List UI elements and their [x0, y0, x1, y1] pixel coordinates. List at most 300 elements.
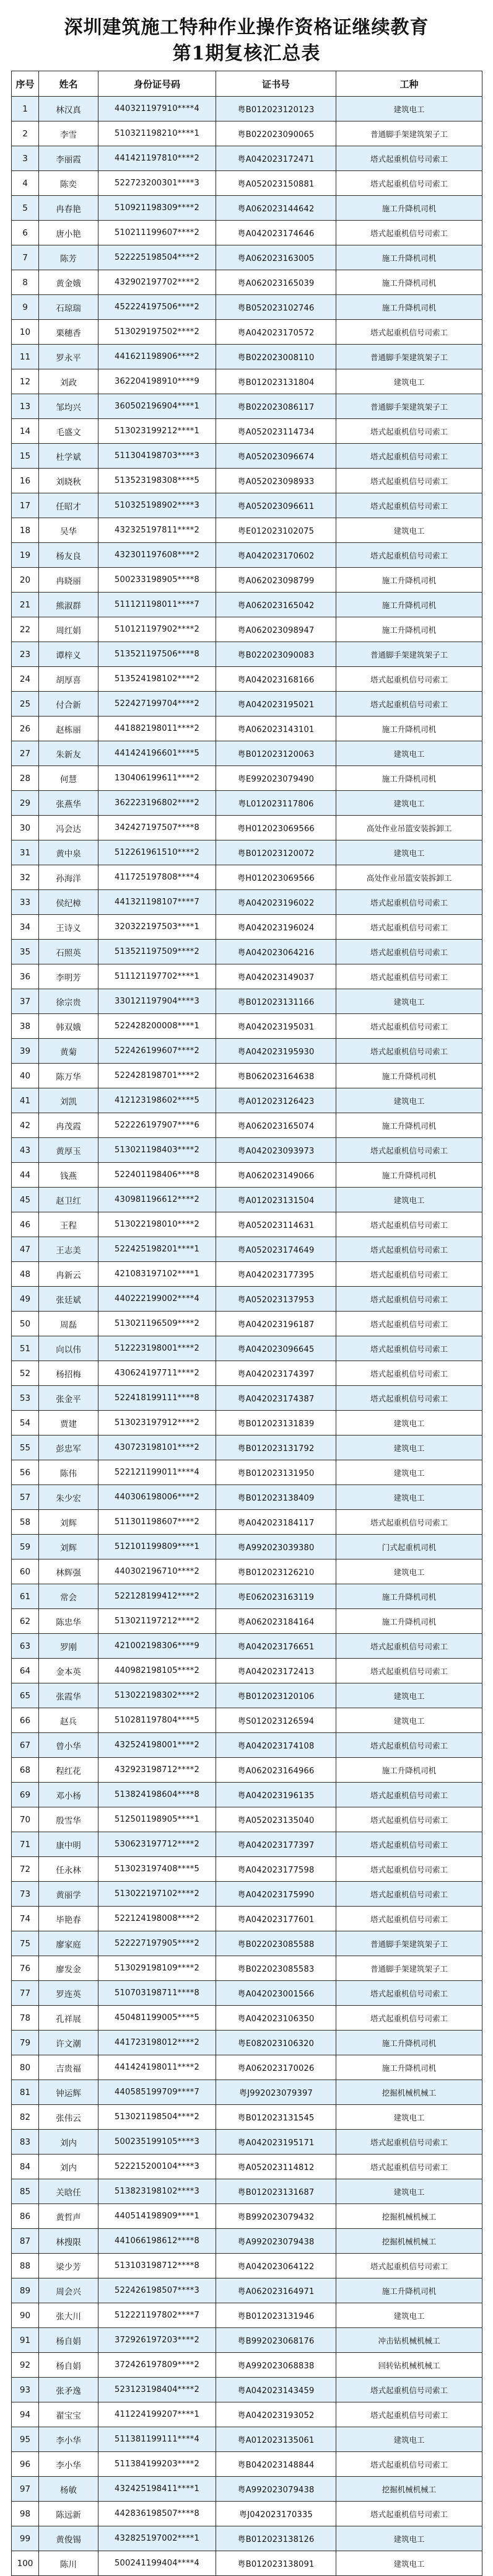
- person-name: 朱少宏: [39, 1485, 98, 1510]
- table-row: [12, 964, 482, 989]
- person-name: 陈芳: [39, 245, 98, 270]
- table-row: [12, 2452, 482, 2477]
- person-name: 杨友良: [39, 543, 98, 568]
- person-name: 关晗任: [39, 2179, 98, 2204]
- id-number: 430723198101****2: [98, 1436, 216, 1460]
- work-type: 建筑电工: [336, 1485, 482, 1510]
- work-type: 塔式起重机信号司索工: [336, 940, 482, 964]
- row-number: 70: [12, 1807, 39, 1832]
- table-row: [12, 2502, 482, 2526]
- table-row: [12, 1436, 482, 1460]
- id-number: 362223196802****2: [98, 791, 216, 816]
- table-row: [12, 2055, 482, 2080]
- person-name: 黄菊: [39, 1039, 98, 1064]
- person-name: 吉贵福: [39, 2055, 98, 2080]
- work-type: 塔式起重机信号司索工: [336, 320, 482, 345]
- certificate-number: 粤A042023196024: [216, 915, 336, 940]
- work-type: 施工升降机司机: [336, 2055, 482, 2080]
- row-number: 18: [12, 518, 39, 543]
- person-name: 刘内: [39, 2130, 98, 2155]
- table-row: [12, 1634, 482, 1659]
- row-number: 59: [12, 1535, 39, 1559]
- table-row: [12, 2031, 482, 2055]
- table-row: [12, 915, 482, 940]
- certificate-number: 粤H012023069566: [216, 816, 336, 840]
- id-number: 512261961510****2: [98, 840, 216, 865]
- person-name: 侯纪樟: [39, 890, 98, 915]
- certificate-number: 粤B012023138091: [216, 2551, 336, 2576]
- person-name: 钟运辉: [39, 2080, 98, 2105]
- row-number: 36: [12, 964, 39, 989]
- work-type: 施工升降机司机: [336, 1064, 482, 1088]
- certificate-number: 粤A062023144642: [216, 196, 336, 221]
- work-type: 塔式起重机信号司索工: [336, 1262, 482, 1287]
- header-name: 姓名: [39, 71, 98, 97]
- table-row: [12, 1559, 482, 1584]
- id-number: 513021198504****2: [98, 2105, 216, 2130]
- id-number: 372426197809****2: [98, 2353, 216, 2378]
- row-number: 78: [12, 2006, 39, 2031]
- work-type: 建筑电工: [336, 2303, 482, 2328]
- certificate-number: 粤B012023120123: [216, 97, 336, 121]
- work-type: 普通脚手架建筑架子工: [336, 1931, 482, 1956]
- certificate-number: 粤A052023098933: [216, 469, 336, 493]
- work-type: 建筑电工: [336, 1088, 482, 1113]
- work-type: 回转钻机械机械工: [336, 2353, 482, 2378]
- work-type: 塔式起重机信号司索工: [336, 915, 482, 940]
- id-number: 530623197712****2: [98, 1832, 216, 1857]
- row-number: 73: [12, 1882, 39, 1907]
- id-number: 440222199002****4: [98, 1287, 216, 1312]
- row-number: 61: [12, 1584, 39, 1609]
- table-row: [12, 1510, 482, 1535]
- work-type: 塔式起重机信号司索工: [336, 221, 482, 245]
- id-number: 511384199203****2: [98, 2452, 216, 2477]
- row-number: 15: [12, 444, 39, 469]
- row-number: 72: [12, 1857, 39, 1882]
- row-number: 87: [12, 2229, 39, 2254]
- work-type: 施工升降机司机: [336, 766, 482, 791]
- certificate-number: 粤A042023193052: [216, 2402, 336, 2427]
- certificate-number: 粤B042023148844: [216, 2452, 336, 2477]
- certificate-number: 粤A052023137953: [216, 1287, 336, 1312]
- certificate-number: 粤A042023177397: [216, 1832, 336, 1857]
- work-type: 塔式起重机信号司索工: [336, 1807, 482, 1832]
- table-row: [12, 2204, 482, 2229]
- row-number: 17: [12, 493, 39, 518]
- table-row: [12, 469, 482, 493]
- certificate-number: 粤A042023174108: [216, 1733, 336, 1758]
- id-number: 430981196612****2: [98, 1188, 216, 1212]
- table-row: [12, 2080, 482, 2105]
- person-name: 刘辉: [39, 1535, 98, 1559]
- work-type: 建筑电工: [336, 2427, 482, 2452]
- row-number: 57: [12, 1485, 39, 1510]
- id-number: 522428198701****2: [98, 1064, 216, 1088]
- row-number: 37: [12, 989, 39, 1014]
- work-type: 门式起重机司机: [336, 1535, 482, 1559]
- row-number: 16: [12, 469, 39, 493]
- id-number: 442836198507****8: [98, 2502, 216, 2526]
- table-row: [12, 121, 482, 146]
- row-number: 100: [12, 2551, 39, 2576]
- person-name: 杨敏: [39, 2477, 98, 2502]
- table-row: [12, 766, 482, 791]
- row-number: 92: [12, 2353, 39, 2378]
- id-number: 510281197804****5: [98, 1708, 216, 1733]
- work-type: 建筑电工: [336, 791, 482, 816]
- table-row: [12, 171, 482, 196]
- table-row: [12, 1907, 482, 1931]
- certificate-number: 粤B012023126210: [216, 1559, 336, 1584]
- certificate-number: 粤A062023170026: [216, 2055, 336, 2080]
- certificate-number: 粤A052023114812: [216, 2155, 336, 2179]
- person-name: 刘政: [39, 369, 98, 394]
- work-type: 高处作业吊篮安装拆卸工: [336, 816, 482, 840]
- work-type: 塔式起重机信号司索工: [336, 1212, 482, 1237]
- certificate-number: 粤B022023090065: [216, 121, 336, 146]
- work-type: 建筑电工: [336, 518, 482, 543]
- work-type: 建筑电工: [336, 1188, 482, 1212]
- id-number: 513823198102****3: [98, 2179, 216, 2204]
- id-number: 411725197808****4: [98, 865, 216, 890]
- table-row: [12, 1460, 482, 1485]
- table-row: [12, 1386, 482, 1411]
- person-name: 任永林: [39, 1857, 98, 1882]
- table-row: [12, 989, 482, 1014]
- work-type: 建筑电工: [336, 1436, 482, 1460]
- work-type: 塔式起重机信号司索工: [336, 667, 482, 692]
- row-number: 52: [12, 1361, 39, 1386]
- table-row: [12, 2353, 482, 2378]
- certificate-number: 粤A042023174646: [216, 221, 336, 245]
- person-name: 翟宝宝: [39, 2402, 98, 2427]
- certificate-number: 粤A062023098799: [216, 568, 336, 593]
- work-type: 塔式起重机信号司索工: [336, 2130, 482, 2155]
- table-row: [12, 692, 482, 717]
- person-name: 王程: [39, 1212, 98, 1237]
- id-number: 510211199607****2: [98, 221, 216, 245]
- person-name: 殷雪华: [39, 1807, 98, 1832]
- table-row: [12, 2477, 482, 2502]
- certificate-number: 粤B992023079432: [216, 2204, 336, 2229]
- row-number: 75: [12, 1931, 39, 1956]
- table-row: [12, 270, 482, 295]
- work-type: 塔式起重机信号司索工: [336, 1138, 482, 1163]
- table-row: [12, 1535, 482, 1559]
- person-name: 张伟云: [39, 2105, 98, 2130]
- row-number: 88: [12, 2254, 39, 2278]
- id-number: 432902197702****2: [98, 270, 216, 295]
- header-work-type: 工种: [336, 71, 482, 97]
- id-number: 513021196509****2: [98, 1312, 216, 1336]
- table-row: [12, 2006, 482, 2031]
- person-name: 张大川: [39, 2303, 98, 2328]
- row-number: 68: [12, 1758, 39, 1783]
- person-name: 石琼瑞: [39, 295, 98, 320]
- certificate-number: 粤A042023106350: [216, 2006, 336, 2031]
- certificate-number: 粤A062023165042: [216, 593, 336, 617]
- id-number: 513023199212****1: [98, 419, 216, 444]
- table-row: [12, 1584, 482, 1609]
- row-number: 10: [12, 320, 39, 345]
- work-type: 塔式起重机信号司索工: [336, 964, 482, 989]
- certificate-number: 粤B012023131687: [216, 2179, 336, 2204]
- work-type: 塔式起重机信号司索工: [336, 1039, 482, 1064]
- work-type: 普通脚手架建筑架子工: [336, 1956, 482, 1981]
- table-row: [12, 2378, 482, 2402]
- row-number: 9: [12, 295, 39, 320]
- certificate-number: 粤A042023177395: [216, 1262, 336, 1287]
- row-number: 42: [12, 1113, 39, 1138]
- table-row: [12, 1039, 482, 1064]
- id-number: 522226197907****6: [98, 1113, 216, 1138]
- person-name: 李丽霞: [39, 146, 98, 171]
- row-number: 99: [12, 2526, 39, 2551]
- row-number: 21: [12, 593, 39, 617]
- id-number: 432524198001****2: [98, 1733, 216, 1758]
- work-type: 挖掘机械机械工: [336, 2204, 482, 2229]
- row-number: 27: [12, 741, 39, 766]
- row-number: 43: [12, 1138, 39, 1163]
- person-name: 何慧: [39, 766, 98, 791]
- person-name: 张矛逸: [39, 2378, 98, 2402]
- table-row: [12, 1609, 482, 1634]
- table-row: [12, 717, 482, 741]
- personnel-table: [11, 71, 482, 2576]
- work-type: 塔式起重机信号司索工: [336, 146, 482, 171]
- certificate-number: 粤A042023064122: [216, 2254, 336, 2278]
- certificate-number: 粤L012023117806: [216, 791, 336, 816]
- row-number: 49: [12, 1287, 39, 1312]
- id-number: 412123198602****5: [98, 1088, 216, 1113]
- certificate-number: 粤A042023176651: [216, 1634, 336, 1659]
- id-number: 441424196601****5: [98, 741, 216, 766]
- certificate-number: 粤A062023165074: [216, 1113, 336, 1138]
- work-type: 塔式起重机信号司索工: [336, 1832, 482, 1857]
- certificate-number: 粤A012023126423: [216, 1088, 336, 1113]
- id-number: 513521197506****8: [98, 642, 216, 667]
- certificate-number: 粤A062023098947: [216, 617, 336, 642]
- certificate-number: 粤B012023131545: [216, 2105, 336, 2130]
- person-name: 李小华: [39, 2452, 98, 2477]
- table-row: [12, 196, 482, 221]
- person-name: 程红花: [39, 1758, 98, 1783]
- id-number: 513029198109****2: [98, 1956, 216, 1981]
- table-row: [12, 1807, 482, 1832]
- row-number: 40: [12, 1064, 39, 1088]
- work-type: 挖掘机械机械工: [336, 2477, 482, 2502]
- work-type: 塔式起重机信号司索工: [336, 1882, 482, 1907]
- row-number: 6: [12, 221, 39, 245]
- certificate-number: 粤A042023170572: [216, 320, 336, 345]
- certificate-number: 粤A042023196135: [216, 1783, 336, 1807]
- person-name: 冉春艳: [39, 196, 98, 221]
- certificate-number: 粤A052023150881: [216, 171, 336, 196]
- person-name: 常会: [39, 1584, 98, 1609]
- row-number: 94: [12, 2402, 39, 2427]
- person-name: 彭忠军: [39, 1436, 98, 1460]
- header-id-number: 身份证号码: [98, 71, 216, 97]
- id-number: 522215200104****3: [98, 2155, 216, 2179]
- certificate-number: 粤B022023008110: [216, 345, 336, 369]
- certificate-number: 粤A062023143101: [216, 717, 336, 741]
- person-name: 黄中泉: [39, 840, 98, 865]
- table-row: [12, 1485, 482, 1510]
- work-type: 塔式起重机信号司索工: [336, 1287, 482, 1312]
- table-row: [12, 444, 482, 469]
- row-number: 34: [12, 915, 39, 940]
- row-number: 19: [12, 543, 39, 568]
- person-name: 廖发金: [39, 1956, 98, 1981]
- person-name: 陈伟: [39, 1460, 98, 1485]
- table-row: [12, 1212, 482, 1237]
- certificate-number: 粤A042023196187: [216, 1312, 336, 1336]
- person-name: 刘内: [39, 2155, 98, 2179]
- person-name: 孙海洋: [39, 865, 98, 890]
- person-name: 石照英: [39, 940, 98, 964]
- person-name: 杨招梅: [39, 1361, 98, 1386]
- row-number: 14: [12, 419, 39, 444]
- table-row: [12, 1857, 482, 1882]
- work-type: 建筑电工: [336, 840, 482, 865]
- person-name: 李雪: [39, 121, 98, 146]
- row-number: 3: [12, 146, 39, 171]
- certificate-number: 粤A042023064216: [216, 940, 336, 964]
- id-number: 511121198011****7: [98, 593, 216, 617]
- table-row: [12, 1312, 482, 1336]
- row-number: 65: [12, 1683, 39, 1708]
- person-name: 罗刚: [39, 1634, 98, 1659]
- certificate-number: 粤B012023138126: [216, 2526, 336, 2551]
- table-row: [12, 295, 482, 320]
- id-number: 372926197203****2: [98, 2328, 216, 2353]
- id-number: 513021198403****2: [98, 1138, 216, 1163]
- certificate-number: 粤A012023131504: [216, 1188, 336, 1212]
- certificate-number: 粤A062023149066: [216, 1163, 336, 1188]
- work-type: 塔式起重机信号司索工: [336, 469, 482, 493]
- person-name: 钱燕: [39, 1163, 98, 1188]
- row-number: 56: [12, 1460, 39, 1485]
- table-row: [12, 2402, 482, 2427]
- certificate-number: 粤E992023079490: [216, 766, 336, 791]
- row-number: 23: [12, 642, 39, 667]
- row-number: 86: [12, 2204, 39, 2229]
- id-number: 342427197507****8: [98, 816, 216, 840]
- work-type: 高处作业吊篮安装拆卸工: [336, 865, 482, 890]
- id-number: 522121199011****4: [98, 1460, 216, 1485]
- person-name: 毕艳春: [39, 1907, 98, 1931]
- person-name: 林辉强: [39, 1559, 98, 1584]
- row-number: 96: [12, 2452, 39, 2477]
- id-number: 421002198306****9: [98, 1634, 216, 1659]
- work-type: 建筑电工: [336, 97, 482, 121]
- work-type: 塔式起重机信号司索工: [336, 1783, 482, 1807]
- row-number: 60: [12, 1559, 39, 1584]
- work-type: 塔式起重机信号司索工: [336, 692, 482, 717]
- certificate-number: 粤A012023135061: [216, 2427, 336, 2452]
- work-type: 施工升降机司机: [336, 196, 482, 221]
- table-row: [12, 2155, 482, 2179]
- row-number: 30: [12, 816, 39, 840]
- work-type: 塔式起重机信号司索工: [336, 1336, 482, 1361]
- work-type: 塔式起重机信号司索工: [336, 1659, 482, 1683]
- row-number: 91: [12, 2328, 39, 2353]
- certificate-number: 粤B012023138409: [216, 1485, 336, 1510]
- certificate-number: 粤A042023174397: [216, 1361, 336, 1386]
- row-number: 22: [12, 617, 39, 642]
- certificate-number: 粤A042023174387: [216, 1386, 336, 1411]
- certificate-number: 粤A042023143459: [216, 2378, 336, 2402]
- certificate-number: 粤A062023164971: [216, 2278, 336, 2303]
- document-title-line-1: 深圳建筑施工特种作业操作资格证继续教育: [64, 17, 429, 38]
- table-row: [12, 1287, 482, 1312]
- id-number: 513824198604****8: [98, 1783, 216, 1807]
- row-number: 89: [12, 2278, 39, 2303]
- person-name: 张廷斌: [39, 1287, 98, 1312]
- table-row: [12, 642, 482, 667]
- row-number: 67: [12, 1733, 39, 1758]
- id-number: 440982198105****2: [98, 1659, 216, 1683]
- table-row: [12, 369, 482, 394]
- table-row: [12, 1758, 482, 1783]
- person-name: 许文潮: [39, 2031, 98, 2055]
- table-row: [12, 221, 482, 245]
- work-type: 施工升降机司机: [336, 1609, 482, 1634]
- table-row: [12, 493, 482, 518]
- work-type: 塔式起重机信号司索工: [336, 419, 482, 444]
- certificate-number: 粤A992023039380: [216, 1535, 336, 1559]
- person-name: 刘辉: [39, 1510, 98, 1535]
- id-number: 513103198712****8: [98, 2254, 216, 2278]
- id-number: 513523198308****5: [98, 469, 216, 493]
- id-number: 522418199111****8: [98, 1386, 216, 1411]
- id-number: 510321198210****1: [98, 121, 216, 146]
- id-number: 523123198404****2: [98, 2378, 216, 2402]
- row-number: 98: [12, 2502, 39, 2526]
- person-name: 康中明: [39, 1832, 98, 1857]
- person-name: 王诗义: [39, 915, 98, 940]
- certificate-number: 粤A042023177598: [216, 1857, 336, 1882]
- id-number: 513022198010****2: [98, 1212, 216, 1237]
- table-row: [12, 1113, 482, 1138]
- person-name: 黄金娥: [39, 270, 98, 295]
- person-name: 栗穗香: [39, 320, 98, 345]
- id-number: 512223198001****2: [98, 1336, 216, 1361]
- work-type: 施工升降机司机: [336, 1163, 482, 1188]
- row-number: 24: [12, 667, 39, 692]
- work-type: 施工升降机司机: [336, 245, 482, 270]
- table-row: [12, 320, 482, 345]
- certificate-number: 粤A992023068838: [216, 2353, 336, 2378]
- person-name: 唐小艳: [39, 221, 98, 245]
- certificate-number: 粤B012023120063: [216, 741, 336, 766]
- id-number: 500241199404****4: [98, 2551, 216, 2576]
- table-header-row: [12, 71, 482, 97]
- certificate-number: 粤A052023114734: [216, 419, 336, 444]
- work-type: 塔式起重机信号司索工: [336, 2452, 482, 2477]
- person-name: 曾小华: [39, 1733, 98, 1758]
- person-name: 陈奕: [39, 171, 98, 196]
- certificate-number: 粤A042023149037: [216, 964, 336, 989]
- work-type: 塔式起重机信号司索工: [336, 1634, 482, 1659]
- person-name: 杨自娟: [39, 2328, 98, 2353]
- certificate-number: 粤H012023069566: [216, 865, 336, 890]
- id-number: 512221197802****7: [98, 2303, 216, 2328]
- id-number: 510703198711****8: [98, 1981, 216, 2006]
- row-number: 31: [12, 840, 39, 865]
- row-number: 46: [12, 1212, 39, 1237]
